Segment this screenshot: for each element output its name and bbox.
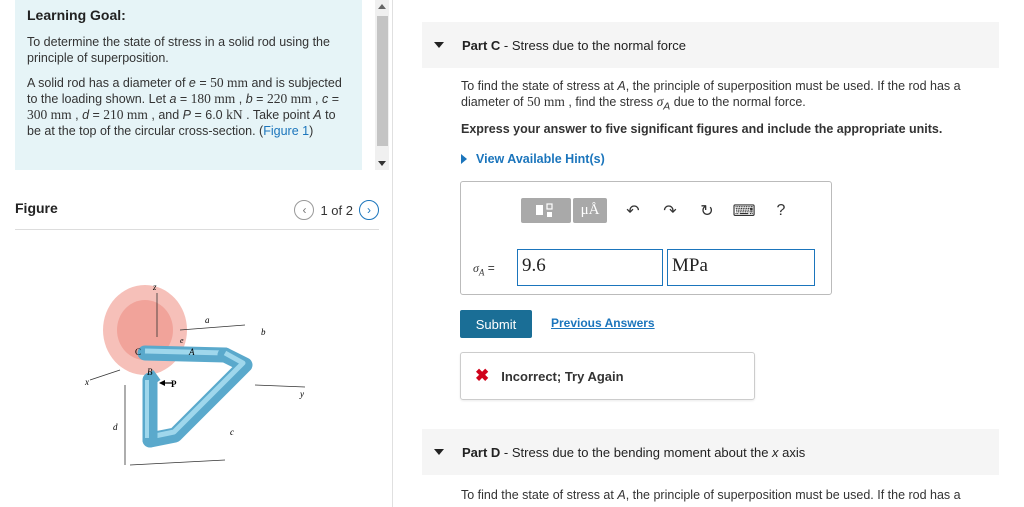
- a-label: a: [205, 315, 210, 325]
- text-fragment: , and: [147, 108, 183, 122]
- dim-line-c: [130, 460, 225, 465]
- rod-figure[interactable]: [75, 275, 325, 475]
- answer-box: [460, 181, 832, 295]
- text-fragment: and is subjected to the loading shown. Let: [27, 76, 342, 106]
- symbol-b: b: [245, 92, 253, 106]
- text-fragment: To find the state of stress at: [461, 79, 618, 93]
- text-fragment: to be at the top of the circular cross-section. (: [27, 108, 336, 138]
- text-fragment: =: [191, 108, 206, 122]
- incorrect-x-icon: ✖: [475, 366, 490, 385]
- unit-input[interactable]: MPa: [667, 249, 815, 286]
- template-icon: [534, 203, 558, 219]
- text-fragment: =: [252, 92, 267, 106]
- figure-1-link[interactable]: Figure 1: [263, 124, 310, 138]
- help-icon[interactable]: ?: [776, 201, 786, 219]
- template-button[interactable]: [521, 198, 571, 223]
- figure-label: Figure: [15, 200, 58, 216]
- x-axis: [90, 370, 120, 380]
- prev-figure-button[interactable]: [294, 200, 314, 220]
- hint-label: View Available Hint(s): [476, 152, 605, 166]
- text-fragment: ,: [235, 92, 246, 106]
- caret-right-icon: [461, 154, 467, 164]
- B-label: B: [147, 367, 153, 377]
- sigma-symbol: σ: [656, 94, 664, 109]
- unit-P: kN: [226, 107, 243, 122]
- diameter-value: 50 mm: [527, 94, 565, 109]
- z-label: z: [153, 282, 157, 292]
- previous-answers-link[interactable]: Previous Answers: [551, 316, 655, 330]
- part-d-header[interactable]: [422, 429, 999, 475]
- figure-header: [15, 198, 379, 230]
- feedback-message: Incorrect; Try Again: [501, 368, 624, 384]
- axis-symbol: x: [772, 444, 779, 460]
- text-fragment: , find the stress: [564, 95, 657, 109]
- learning-goal-title: Learning Goal:: [27, 7, 126, 23]
- submit-button[interactable]: Submit: [460, 310, 532, 338]
- answer-label: [473, 261, 495, 277]
- P-label: P: [171, 379, 177, 389]
- undo-icon[interactable]: ↶: [626, 202, 640, 220]
- problem-statement: [27, 75, 350, 139]
- scroll-down-arrow-icon[interactable]: [378, 161, 386, 166]
- part-c-title: [462, 38, 686, 53]
- separator: -: [500, 444, 512, 460]
- symbol-a: a: [169, 92, 177, 106]
- x-label: x: [85, 377, 89, 387]
- learning-goal-box: [15, 0, 362, 170]
- scroll-up-arrow-icon[interactable]: [378, 4, 386, 9]
- next-figure-button[interactable]: [359, 200, 379, 220]
- symbol-A: A: [617, 488, 626, 502]
- A-label: A: [189, 347, 195, 357]
- symbol-P: P: [182, 108, 191, 122]
- y-label: y: [300, 389, 304, 399]
- b-label: b: [261, 327, 266, 337]
- text-fragment: =: [328, 92, 340, 106]
- dim-line-a: [180, 325, 245, 330]
- symbol-e: e: [188, 76, 196, 90]
- sigma-subscript: A: [663, 101, 671, 113]
- text-fragment: =: [195, 76, 211, 90]
- scroll-thumb[interactable]: [377, 16, 388, 146]
- c-label: c: [230, 427, 234, 437]
- sigma-subscript: A: [478, 267, 485, 278]
- value-P: 6.0: [205, 108, 223, 122]
- collapse-triangle-icon[interactable]: [434, 42, 444, 48]
- keyboard-icon[interactable]: ⌨: [732, 202, 756, 220]
- text-fragment: To find the state of stress at: [461, 488, 618, 502]
- value-b: 220 mm: [266, 91, 312, 106]
- symbol-A: A: [617, 79, 626, 93]
- value-c: 300 mm: [27, 107, 72, 122]
- redo-icon[interactable]: ↷: [663, 202, 677, 220]
- symbol-c: c: [322, 92, 329, 106]
- collapse-triangle-icon[interactable]: [434, 449, 444, 455]
- value-input[interactable]: 9.6: [517, 249, 663, 286]
- text-fragment: ): [309, 124, 314, 138]
- text-fragment: A solid rod has a diameter of: [27, 76, 189, 90]
- force-arrowhead-icon: [159, 380, 165, 386]
- figure-pager: [294, 200, 379, 220]
- text-fragment: ,: [71, 108, 83, 122]
- text-fragment: . Take point: [242, 108, 314, 122]
- value-d: 210 mm: [103, 107, 148, 122]
- part-c-description: [461, 78, 1001, 116]
- math-toolbar: [521, 198, 792, 223]
- goal-scrollbar[interactable]: [375, 0, 389, 170]
- part-c-label: Part C: [462, 37, 501, 53]
- learning-goal-intro: To determine the state of stress in a solid rod using the principle of superposition.: [27, 35, 330, 65]
- feedback-box: [460, 352, 755, 400]
- d-label: d: [113, 422, 118, 432]
- separator: -: [500, 37, 512, 53]
- y-axis: [255, 385, 305, 387]
- view-hints-link[interactable]: [461, 152, 605, 166]
- text-fragment: , the principle of superposition must be used. If the rod has a diameter of: [461, 79, 961, 109]
- symbol-d: d: [82, 108, 90, 122]
- equals-sign: =: [484, 261, 495, 275]
- answer-instruction: Express your answer to five significant figures and include the appropriate units.: [461, 122, 943, 136]
- e-label: e: [180, 336, 184, 345]
- problem-panel: [0, 0, 393, 507]
- part-d-description: [461, 487, 1001, 503]
- reset-icon[interactable]: ↻: [700, 202, 714, 220]
- symbol-A: A: [313, 108, 322, 122]
- part-d-label: Part D: [462, 444, 501, 460]
- text-fragment: , the principle of superposition must be used. If the rod has a: [625, 488, 961, 502]
- sigma-symbol: σ: [473, 261, 479, 275]
- part-d-title: [462, 445, 805, 460]
- C-label: C: [135, 347, 142, 357]
- figure-page-count: 1 of 2: [320, 202, 353, 218]
- value-a: 180 mm: [190, 91, 236, 106]
- text-fragment: =: [176, 92, 191, 106]
- text-fragment: ,: [311, 92, 322, 106]
- part-c-name: Stress due to the normal force: [511, 37, 687, 53]
- value-e: 50 mm: [210, 75, 248, 90]
- rod-highlight-a: [145, 351, 225, 353]
- part-c-header[interactable]: [422, 22, 999, 68]
- text-fragment: due to the normal force.: [670, 95, 806, 109]
- text-fragment: =: [89, 108, 104, 122]
- part-d-name: Stress due to the bending moment about the: [511, 444, 773, 460]
- part-d-name-end: axis: [778, 444, 806, 460]
- units-button[interactable]: μÅ: [573, 198, 607, 223]
- chevron-left-icon: ‹: [302, 203, 307, 217]
- chevron-right-icon: ›: [367, 203, 371, 217]
